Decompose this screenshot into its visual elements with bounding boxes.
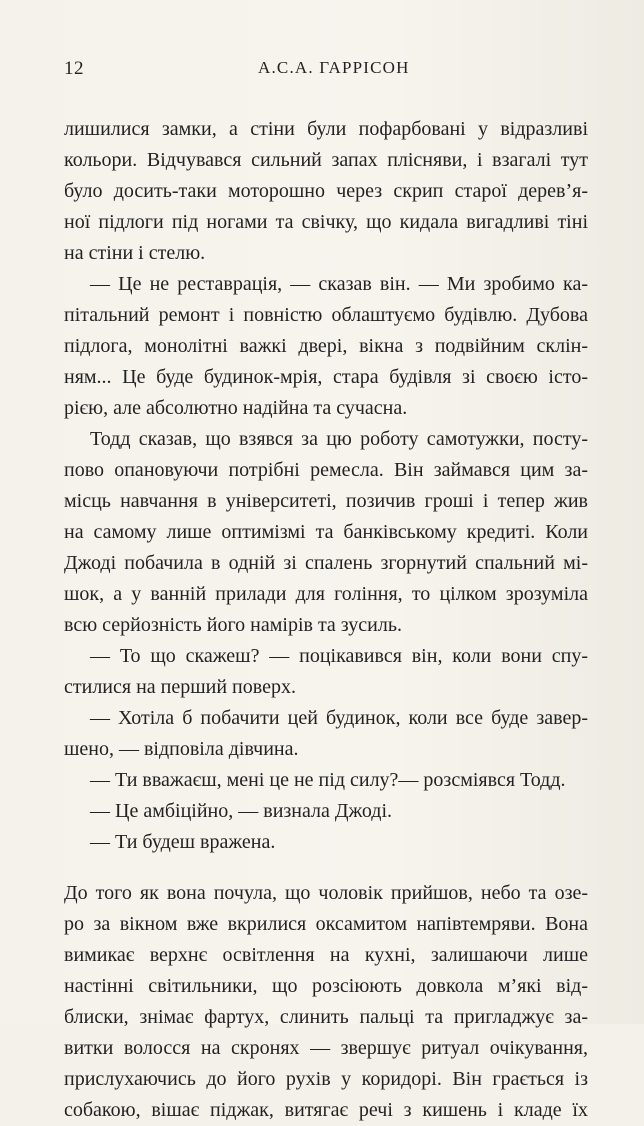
text-line: — Це амбіційно, — визнала Джоді. <box>90 800 393 822</box>
text-line: пітальний ремонт і повністю облаштуємо будівлю. Дубова <box>64 304 588 326</box>
text-line: — Ти будеш вражена. <box>90 831 276 853</box>
text-line: — То що скажеш? — поцікавився він, коли вони спу- <box>90 645 588 667</box>
text-line: на стіни і стелю. <box>64 242 206 264</box>
text-line: — Ти вважаєш, мені це не під силу?— розсміявся Тодд. <box>90 769 566 791</box>
text-line: було досить-таки моторошно через скрип старої дерев’я- <box>64 180 588 202</box>
text-line: вимикає верхнє освітлення на кухні, залишаючи лише <box>64 944 588 966</box>
text-line: стилися на перший поверх. <box>64 676 296 698</box>
text-line: собакою, вішає піджак, витягає речі з кишень і кладе їх <box>64 1099 588 1121</box>
text-line: витки волосся на скронях — звершує ритуал очікування, <box>64 1037 588 1059</box>
running-head <box>64 58 588 84</box>
text-line: Джоді побачила в одній зі спалень згорнутий спальний мі- <box>64 552 588 574</box>
text-line: шено, — відповіла дівчина. <box>64 738 299 760</box>
text-line: місць навчання в університеті, позичив гроші і тепер жив <box>64 490 588 512</box>
text-line: лишилися замки, а стіни були пофарбовані у відразливі <box>64 118 588 140</box>
text-line: прислухаючись до його рухів у коридорі. Він грається із <box>64 1068 588 1090</box>
text-line: — Хотіла б побачити цей будинок, коли все буде завер- <box>90 707 588 729</box>
text-line: настінні світильники, що розсіюють довкола м’які від- <box>64 975 588 997</box>
author-name: А.С.А. ГАРРІСОН <box>258 58 410 77</box>
text-line: рією, але абсолютно надійна та сучасна. <box>64 397 408 419</box>
body-text <box>64 114 588 1126</box>
text-line: на самому лише оптимізмі та банківському кредиті. Коли <box>64 521 588 543</box>
text-line: блиски, знімає фартух, слинить пальці та пригладжує за- <box>64 1006 588 1028</box>
text-line: — Це не реставрація, — сказав він. — Ми зробимо ка- <box>90 273 588 295</box>
text-line: підлога, монолітні важкі двері, вікна з подвійним склін- <box>64 335 588 357</box>
text-line: всю серйозність його намірів та зусиль. <box>64 614 402 636</box>
text-line: До того як вона почула, що чоловік прийшов, небо та озе- <box>64 882 588 904</box>
page-number: 12 <box>64 58 84 79</box>
text-line: пово опановуючи потрібні ремесла. Він займався цим за- <box>64 459 588 481</box>
text-line: Тодд сказав, що взявся за цю роботу самотужки, посту- <box>90 428 588 450</box>
text-line: ням... Це буде будинок-мрія, стара будівля зі своєю істо- <box>64 366 588 388</box>
text-line: ро за вікном вже вкрилися оксамитом напівтемряви. Вона <box>64 913 588 935</box>
text-line: шок, а у ванній прилади для гоління, то цілком зрозуміла <box>64 583 588 605</box>
text-line: ної підлоги під ногами та свічку, що кидала вигадливі тіні <box>64 211 588 233</box>
section-break <box>64 858 588 878</box>
text-line: кольори. Відчувався сильний запах плісняви, і взагалі тут <box>64 149 588 171</box>
